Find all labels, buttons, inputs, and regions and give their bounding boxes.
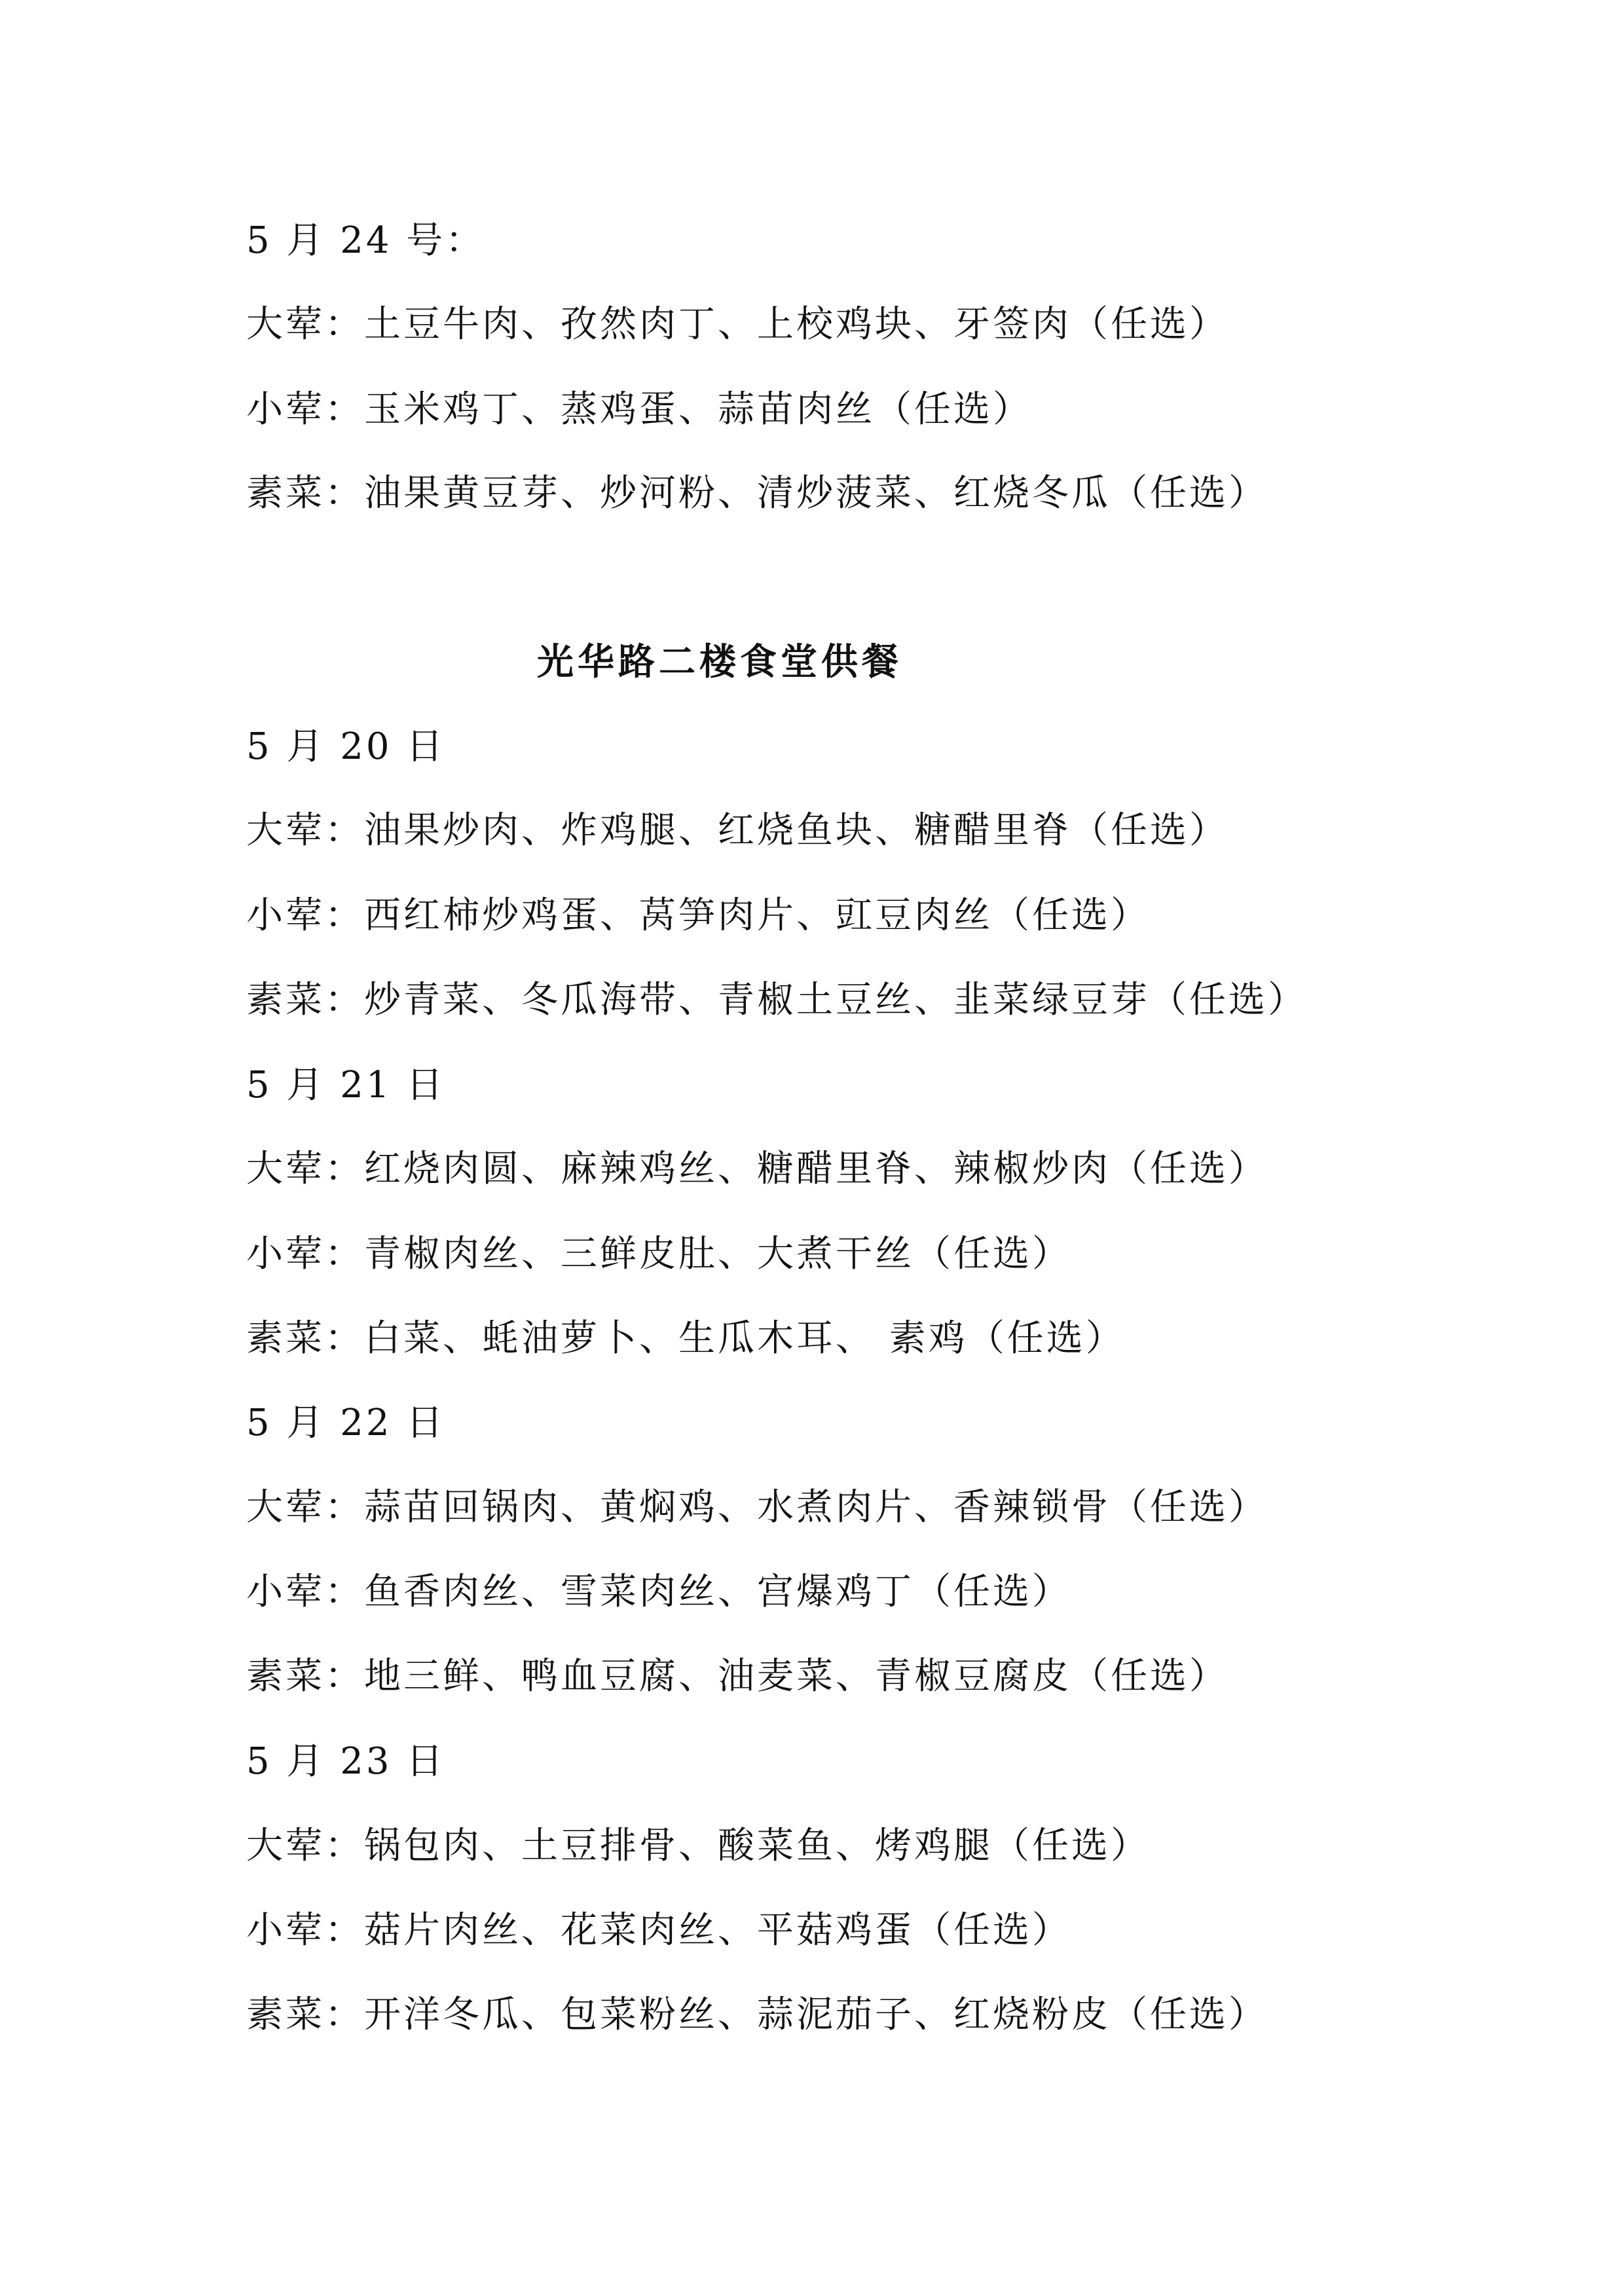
menu-line-da-hun: 大荤：油果炒肉、炸鸡腿、红烧鱼块、糖醋里脊（任选） xyxy=(246,809,1228,852)
menu-line-su-cai: 素菜：炒青菜、冬瓜海带、青椒土豆丝、韭菜绿豆芽（任选） xyxy=(246,979,1307,1021)
date-heading-may-20: 5 月 20 日 xyxy=(246,725,446,768)
section-title: 光华路二楼食堂供餐 xyxy=(537,640,902,683)
menu-line-xiao-hun: 小荤：玉米鸡丁、蒸鸡蛋、蒜苗肉丝（任选） xyxy=(246,388,1032,431)
date-heading-may-21: 5 月 21 日 xyxy=(246,1064,446,1106)
date-heading-may-24: 5 月 24 号： xyxy=(246,219,485,262)
menu-line-da-hun: 大荤：红烧肉圆、麻辣鸡丝、糖醋里脊、辣椒炒肉（任选） xyxy=(246,1148,1268,1190)
menu-line-da-hun: 大荤：锅包肉、土豆排骨、酸菜鱼、烤鸡腿（任选） xyxy=(246,1825,1150,1867)
menu-line-su-cai: 素菜：开洋冬瓜、包菜粉丝、蒜泥茄子、红烧粉皮（任选） xyxy=(246,1994,1268,2036)
menu-line-xiao-hun: 小荤：西红柿炒鸡蛋、莴笋肉片、豇豆肉丝（任选） xyxy=(246,894,1150,937)
menu-line-su-cai: 素菜：油果黄豆芽、炒河粉、清炒菠菜、红烧冬瓜（任选） xyxy=(246,472,1268,515)
menu-line-xiao-hun: 小荤：青椒肉丝、三鲜皮肚、大煮干丝（任选） xyxy=(246,1233,1071,1275)
menu-line-su-cai: 素菜：地三鲜、鸭血豆腐、油麦菜、青椒豆腐皮（任选） xyxy=(246,1655,1228,1698)
menu-line-da-hun: 大荤：蒜苗回锅肉、黄焖鸡、水煮肉片、香辣锁骨（任选） xyxy=(246,1486,1268,1529)
menu-line-xiao-hun: 小荤：鱼香肉丝、雪菜肉丝、宫爆鸡丁（任选） xyxy=(246,1571,1071,1613)
date-heading-may-22: 5 月 22 日 xyxy=(246,1402,446,1444)
date-heading-may-23: 5 月 23 日 xyxy=(246,1740,446,1783)
menu-line-xiao-hun: 小荤：菇片肉丝、花菜肉丝、平菇鸡蛋（任选） xyxy=(246,1909,1071,1952)
menu-line-su-cai: 素菜：白菜、蚝油萝卜、生瓜木耳、 素鸡（任选） xyxy=(246,1317,1125,1360)
menu-line-da-hun: 大荤：土豆牛肉、孜然肉丁、上校鸡块、牙签肉（任选） xyxy=(246,303,1228,346)
